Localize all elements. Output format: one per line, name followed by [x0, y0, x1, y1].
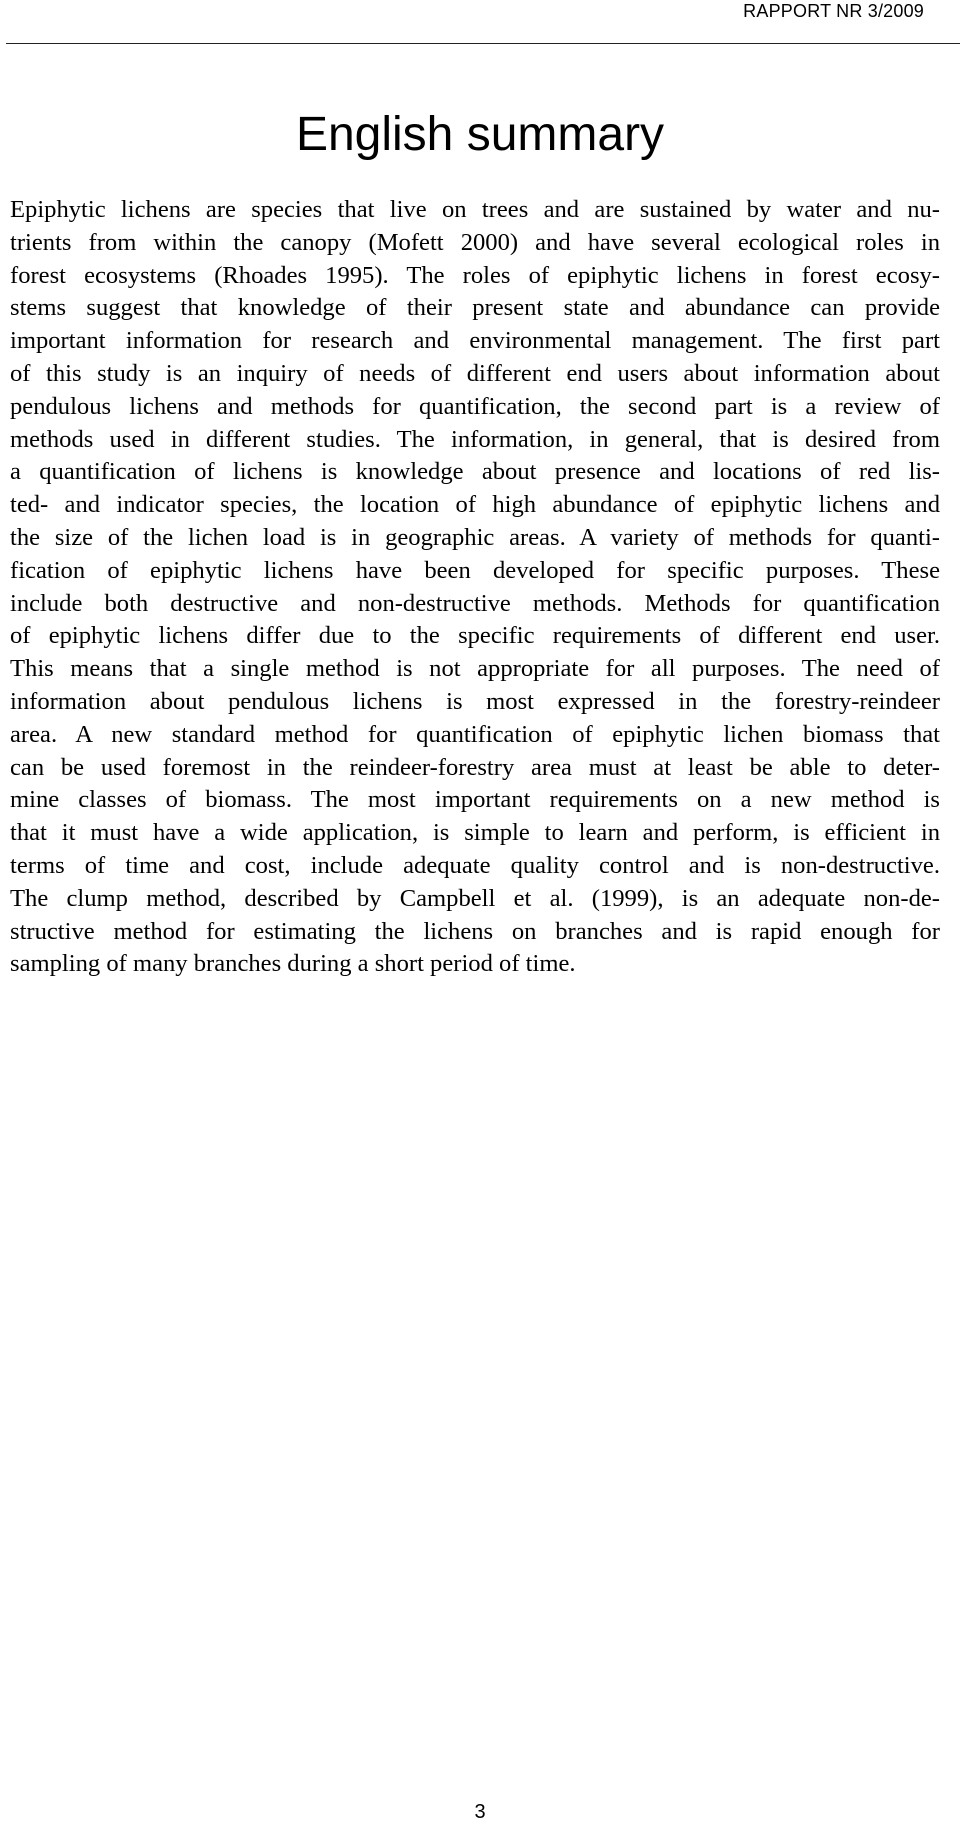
paragraph-line: structive method for estimating the lichens on branches and is rapid enough for — [10, 917, 940, 945]
paragraph-line: a quantification of lichens is knowledge about presence and locations of red lis- — [10, 458, 940, 486]
page-number: 3 — [474, 1801, 486, 1823]
paragraph-line: The clump method, described by Campbell et al. (1999), is an adequate non-de- — [10, 884, 940, 912]
paragraph-line: pendulous lichens and methods for quantification, the second part is a review of — [10, 392, 940, 420]
paragraph-line: information about pendulous lichens is most expressed in the forestry-reindeer — [10, 687, 940, 715]
paragraph-line: ted- and indicator species, the location of high abundance of epiphytic lichens and — [10, 491, 940, 519]
paragraph-line: This means that a single method is not appropriate for all purposes. The need of — [10, 655, 940, 683]
summary-paragraph — [10, 194, 940, 981]
paragraph-line: stems suggest that knowledge of their present state and abundance can provide — [10, 294, 940, 322]
paragraph-line: trients from within the canopy (Mofett 2000) and have several ecological roles in — [10, 228, 940, 256]
page-title-text: English summary — [295, 108, 665, 161]
paragraph-line: methods used in different studies. The information, in general, that is desired from — [10, 425, 940, 453]
paragraph-line: important information for research and environmental management. The first part — [10, 327, 940, 355]
paragraph-line: of epiphytic lichens differ due to the specific requirements of different end user. — [10, 622, 940, 650]
paragraph-line: Epiphytic lichens are species that live on trees and are sustained by water and nu- — [10, 196, 940, 223]
paragraph-line: forest ecosystems (Rhoades 1995). The roles of epiphytic lichens in forest ecosy- — [10, 261, 940, 289]
paragraph-line: include both destructive and non-destructive methods. Methods for quantification — [10, 589, 940, 617]
paragraph-line: terms of time and cost, include adequate quality control and is non-destructive. — [10, 851, 940, 879]
page-title — [0, 103, 960, 167]
paragraph-line: of this study is an inquiry of needs of different end users about information about — [10, 359, 940, 387]
paragraph-line: mine classes of biomass. The most important requirements on a new method is — [10, 786, 940, 814]
paragraph-line: can be used foremost in the reindeer-forestry area must at least be able to deter- — [10, 753, 940, 781]
paragraph-line: fication of epiphytic lichens have been developed for specific purposes. These — [10, 556, 940, 584]
paragraph-line: area. A new standard method for quantification of epiphytic lichen biomass that — [10, 720, 940, 748]
paragraph-line: that it must have a wide application, is simple to learn and perform, is efficient in — [10, 819, 940, 847]
paragraph-line: the size of the lichen load is in geographic areas. A variety of methods for quanti- — [10, 523, 940, 551]
running-header: RAPPORT NR 3/2009 — [743, 1, 924, 21]
header-divider — [6, 43, 960, 44]
paragraph-line: sampling of many branches during a short period of time. — [10, 950, 576, 978]
